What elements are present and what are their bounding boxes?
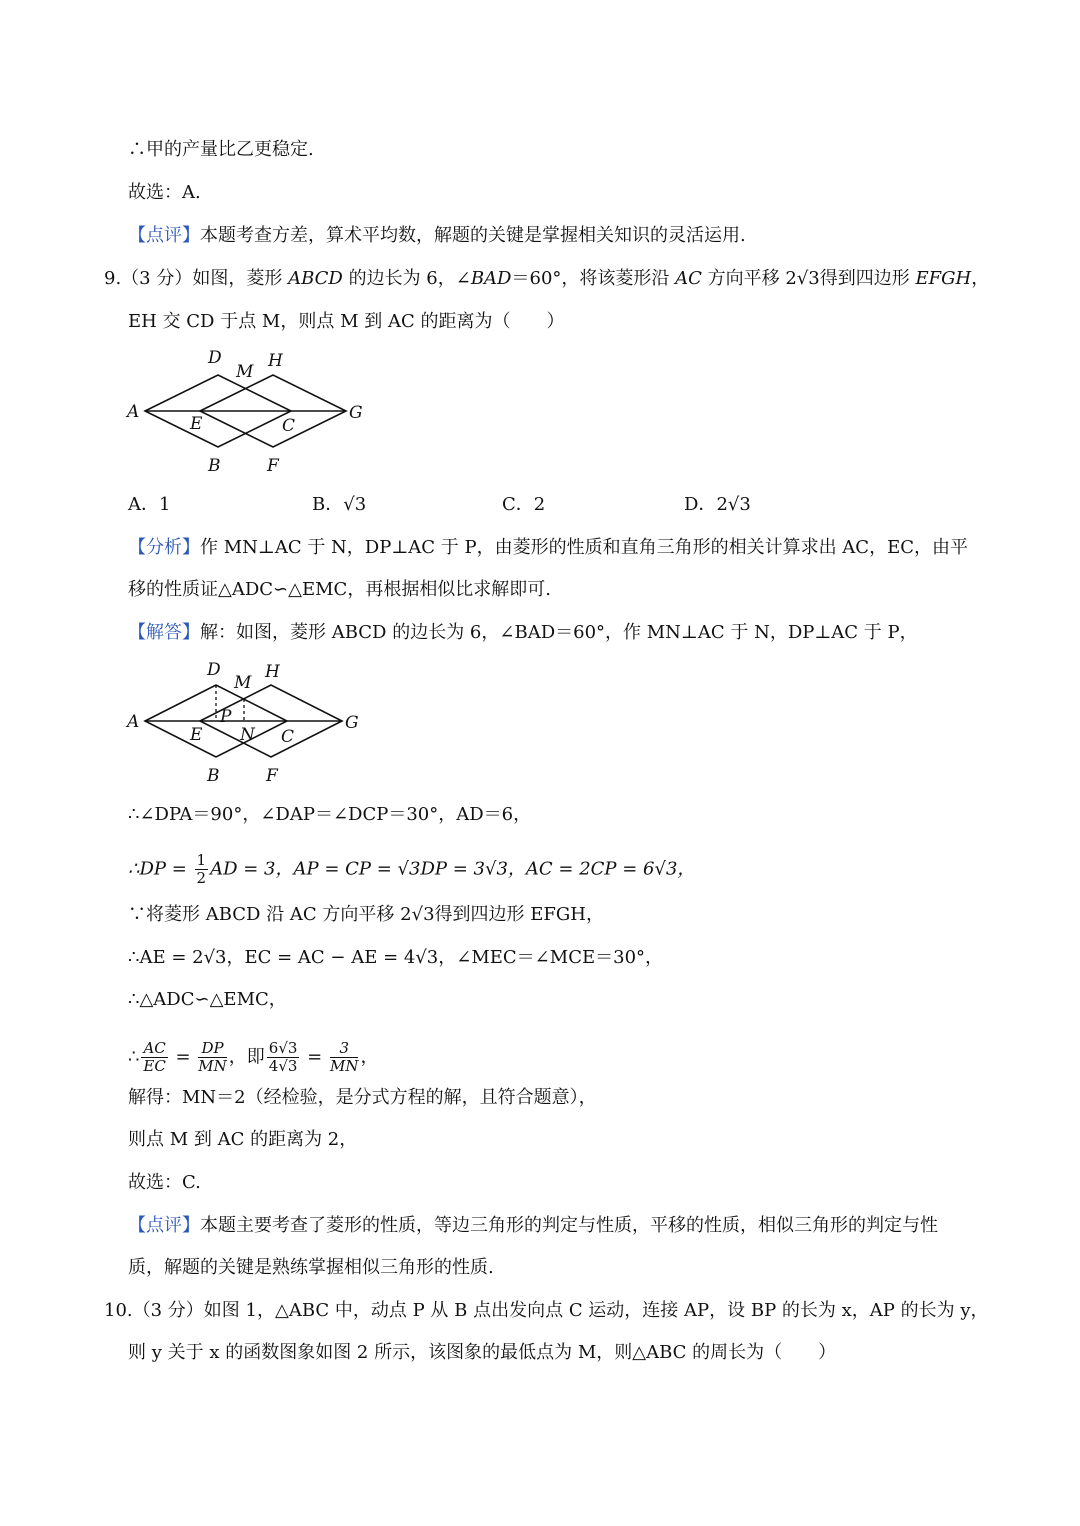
option-value: 1	[159, 494, 171, 515]
label-h: H	[265, 662, 280, 682]
frac-num: 6√3	[268, 1039, 298, 1057]
stem-text: 的边长为 6，∠	[342, 268, 471, 289]
label-f: F	[267, 456, 279, 473]
label-a: A	[127, 402, 140, 422]
option-letter: B．	[312, 494, 344, 515]
option-c[interactable]	[502, 493, 545, 517]
label-n: N	[240, 725, 255, 745]
review-tag: 【点评】	[128, 225, 200, 246]
label-m: M	[236, 362, 254, 382]
label-e: E	[190, 725, 203, 745]
label-g: G	[349, 403, 363, 423]
label-g: G	[345, 713, 359, 733]
label-a: A	[127, 712, 140, 732]
step-text: ，	[360, 1046, 379, 1068]
option-a[interactable]	[128, 493, 170, 517]
label-b: B	[208, 456, 221, 473]
option-letter: C．	[502, 494, 534, 515]
frac-den: 4√3	[268, 1057, 298, 1075]
label-b: B	[207, 766, 220, 786]
label-d: D	[208, 348, 222, 368]
rhombus-figure-solution	[120, 658, 370, 786]
stem-text: ，	[971, 268, 990, 289]
q9-review-line2: 质，解题的关键是熟练掌握相似三角形的性质.	[128, 1257, 494, 1278]
option-b[interactable]	[312, 493, 366, 517]
step-text: ∴DP =	[128, 858, 193, 880]
analysis-text: 作 MN⊥AC 于 N，DP⊥AC 于 P，由菱形的性质和直角三角形的相关计算求出 AC，EC，由平	[200, 537, 968, 558]
review-text: 本题主要考查了菱形的性质，等边三角形的判定与性质，平移的性质，相似三角形的判定与性	[200, 1215, 938, 1236]
stem-math: EFGH	[915, 268, 972, 289]
step-text: ∴	[128, 1046, 140, 1068]
equals: =	[169, 1046, 197, 1068]
q8-answer: 故选：A.	[128, 182, 201, 203]
frac-den: MN	[198, 1057, 227, 1075]
label-d: D	[207, 660, 221, 680]
q10-stem-line1: 10.（3 分）如图 1，△ABC 中，动点 P 从 B 点出发向点 C 运动，连接 AP，设 BP 的长为 x，AP 的长为 y，	[104, 1300, 989, 1321]
frac-num: 1	[196, 851, 207, 869]
step-text: ，即	[228, 1046, 265, 1068]
solution-tag: 【解答】	[128, 622, 200, 643]
label-p: P	[220, 707, 232, 727]
step-text: AD = 3，AP = CP = √3DP = 3√3，AC = 2CP = 6√3，	[210, 858, 696, 880]
step-4: ∴AE = 2√3，EC = AC − AE = 4√3，∠MEC＝∠MCE＝30°，	[128, 947, 664, 968]
fraction-dp-mn	[198, 1040, 226, 1075]
frac-num: 3	[330, 1040, 358, 1058]
frac-den: 2	[196, 869, 207, 887]
label-m: M	[234, 673, 252, 693]
option-value: 2√3	[716, 494, 751, 515]
analysis-line1	[128, 536, 968, 560]
label-c: C	[282, 416, 296, 436]
stem-math: AC	[675, 268, 702, 289]
step-1: ∴∠DPA＝90°，∠DAP＝∠DCP＝30°，AD＝6，	[128, 804, 532, 825]
stem-math: ABCD	[288, 268, 343, 289]
review-tag: 【点评】	[128, 1215, 200, 1236]
q9-review-line1	[128, 1214, 938, 1238]
option-value: √3	[343, 494, 367, 515]
frac-den: MN	[329, 1057, 359, 1075]
review-text: 本题考查方差，算术平均数，解题的关键是掌握相关知识的灵活运用.	[200, 225, 746, 246]
frac-num: AC	[143, 1039, 166, 1057]
step-8: 则点 M 到 AC 的距离为 2，	[128, 1129, 358, 1150]
stem-text: 方向平移 2√3得到四边形	[701, 268, 916, 289]
step-7: 解得：MN＝2（经检验，是分式方程的解，且符合题意），	[128, 1087, 597, 1108]
label-c: C	[281, 727, 295, 747]
analysis-line2: 移的性质证△ADC∽△EMC，再根据相似比求解即可.	[128, 579, 552, 600]
step-5: ∴△ADC∽△EMC，	[128, 989, 287, 1010]
solution-line1	[128, 621, 918, 645]
solution-text: 解：如图，菱形 ABCD 的边长为 6，∠BAD＝60°，作 MN⊥AC 于 N，DP⊥AC 于 P，	[200, 622, 918, 643]
q10-stem-line2: 则 y 关于 x 的函数图象如图 2 所示，该图象的最低点为 M，则△ABC 的周长为（ ）	[128, 1342, 837, 1363]
frac-num: DP	[198, 1040, 226, 1058]
q8-conclusion: ∴甲的产量比乙更稳定.	[128, 139, 314, 160]
option-letter: D．	[684, 494, 717, 515]
stem-text: ＝60°，将该菱形沿	[511, 268, 676, 289]
option-letter: A．	[128, 494, 159, 515]
fraction-half	[195, 852, 209, 887]
stem-math: BAD	[470, 268, 512, 289]
analysis-tag: 【分析】	[128, 537, 200, 558]
label-h: H	[268, 351, 283, 371]
q8-review	[128, 224, 746, 248]
q9-answer: 故选：C.	[128, 1172, 201, 1193]
step-2	[128, 852, 695, 887]
option-d[interactable]	[684, 493, 751, 517]
label-e: E	[190, 414, 203, 434]
rhombus-figure	[120, 348, 370, 473]
fraction-ac-ec	[141, 1040, 167, 1075]
stem-text: 9.（3 分）如图，菱形	[104, 268, 289, 289]
fraction-3-mn	[330, 1040, 358, 1075]
frac-den: EC	[143, 1057, 166, 1075]
equals: =	[301, 1046, 328, 1068]
q9-stem-line2: EH 交 CD 于点 M，则点 M 到 AC 的距离为（ ）	[128, 311, 565, 332]
step-6	[128, 1040, 378, 1075]
option-value: 2	[533, 494, 546, 515]
fraction-6r3-4r3	[267, 1040, 300, 1075]
label-f: F	[266, 766, 278, 786]
step-3: ∵将菱形 ABCD 沿 AC 方向平移 2√3得到四边形 EFGH，	[128, 904, 604, 925]
q9-stem-line1	[104, 267, 989, 291]
